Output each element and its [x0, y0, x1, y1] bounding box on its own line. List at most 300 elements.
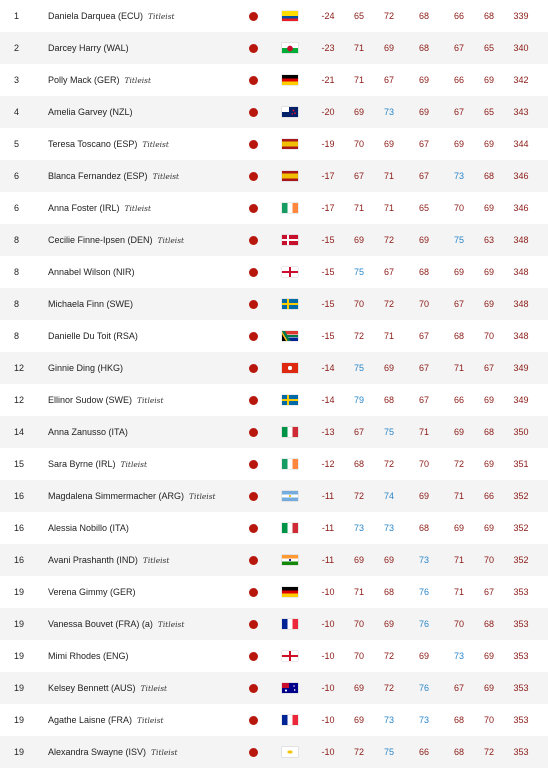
round-4-score: 67 — [453, 299, 464, 309]
player-name-text: Polly Mack (GER) — [48, 75, 120, 85]
round-4-score: 66 — [453, 395, 464, 405]
to-par: -10 — [321, 619, 335, 629]
status-dot-icon — [249, 32, 259, 64]
round-5-score: 70 — [483, 555, 494, 565]
round-5-score: 69 — [483, 203, 494, 213]
status-dot-icon — [249, 672, 259, 704]
position: 8 — [14, 331, 20, 341]
status-dot-icon — [249, 224, 259, 256]
round-1-score: 72 — [353, 747, 364, 757]
total-score: 348 — [513, 299, 529, 309]
position: 5 — [14, 139, 20, 149]
to-par: -13 — [321, 427, 335, 437]
round-3-score: 69 — [418, 75, 429, 85]
round-4-score: 71 — [453, 587, 464, 597]
round-2-score: 72 — [383, 299, 394, 309]
round-5-score: 65 — [483, 43, 494, 53]
player-name-text: Teresa Toscano (ESP) — [48, 139, 138, 149]
leaderboard-row[interactable] — [0, 64, 548, 96]
to-par: -11 — [321, 491, 335, 501]
ireland-flag-icon — [282, 192, 298, 224]
total-score: 353 — [513, 683, 529, 693]
round-3-score: 68 — [418, 11, 429, 21]
total-score: 352 — [513, 491, 529, 501]
player-name-text: Anna Zanusso (ITA) — [48, 427, 128, 437]
round-1-score: 71 — [353, 587, 364, 597]
round-3-score: 69 — [418, 491, 429, 501]
player-name-text: Ellinor Sudow (SWE) — [48, 395, 133, 405]
total-score: 349 — [513, 395, 529, 405]
status-dot-icon — [249, 736, 259, 768]
status-dot-icon — [249, 320, 259, 352]
round-5-score: 67 — [483, 587, 494, 597]
position: 6 — [14, 203, 20, 213]
round-5-score: 69 — [483, 523, 494, 533]
total-score: 353 — [513, 747, 529, 757]
round-4-score: 67 — [453, 107, 464, 117]
total-score: 343 — [513, 107, 529, 117]
round-3-score: 71 — [418, 427, 429, 437]
player-name[interactable] — [48, 160, 238, 192]
round-1-score: 67 — [353, 427, 364, 437]
player-name[interactable] — [48, 384, 238, 416]
to-par: -15 — [321, 299, 335, 309]
round-2-score: 72 — [383, 459, 394, 469]
total-score: 352 — [513, 523, 529, 533]
player-name[interactable] — [48, 224, 238, 256]
leaderboard-row[interactable] — [0, 192, 548, 224]
total-score: 351 — [513, 459, 529, 469]
round-2-score: 75 — [383, 747, 394, 757]
round-4-score: 71 — [453, 555, 464, 565]
round-4-score: 69 — [453, 427, 464, 437]
total-score: 340 — [513, 43, 529, 53]
position: 19 — [14, 587, 25, 597]
round-1-score: 75 — [353, 363, 364, 373]
round-3-score: 68 — [418, 43, 429, 53]
to-par: -21 — [321, 75, 335, 85]
round-5-score: 63 — [483, 235, 494, 245]
position: 15 — [14, 459, 25, 469]
round-1-score: 65 — [353, 11, 364, 21]
round-2-score: 69 — [383, 555, 394, 565]
round-5-score: 68 — [483, 171, 494, 181]
round-2-score: 73 — [383, 715, 394, 725]
to-par: -10 — [321, 651, 335, 661]
new-zealand-flag-icon — [282, 96, 298, 128]
leaderboard-row[interactable] — [0, 480, 548, 512]
round-1-score: 69 — [353, 683, 364, 693]
to-par: -11 — [321, 555, 335, 565]
player-name-text: Daniela Darquea (ECU) — [48, 11, 144, 21]
status-dot-icon — [249, 64, 259, 96]
round-3-score: 67 — [418, 331, 429, 341]
round-5-score: 68 — [483, 619, 494, 629]
round-2-score: 68 — [383, 395, 394, 405]
player-name[interactable] — [48, 320, 238, 352]
round-1-score: 75 — [353, 267, 364, 277]
status-dot-icon — [249, 544, 259, 576]
round-5-score: 69 — [483, 75, 494, 85]
titleist-logo: Titleist — [120, 460, 148, 469]
total-score: 348 — [513, 235, 529, 245]
position: 3 — [14, 75, 20, 85]
round-3-score: 70 — [418, 459, 429, 469]
round-5-score: 69 — [483, 683, 494, 693]
round-1-score: 69 — [353, 107, 364, 117]
round-4-score: 71 — [453, 491, 464, 501]
to-par: -14 — [321, 395, 335, 405]
round-2-score: 75 — [383, 427, 394, 437]
titleist-logo: Titleist — [142, 556, 170, 565]
round-5-score: 69 — [483, 459, 494, 469]
round-5-score: 70 — [483, 331, 494, 341]
position: 16 — [14, 491, 25, 501]
wales-flag-icon — [282, 32, 298, 64]
titleist-logo: Titleist — [157, 620, 185, 629]
india-flag-icon — [282, 544, 298, 576]
round-5-score: 68 — [483, 11, 494, 21]
round-1-score: 71 — [353, 203, 364, 213]
titleist-logo: Titleist — [189, 492, 216, 501]
leaderboard-row[interactable] — [0, 608, 548, 640]
to-par: -17 — [321, 171, 335, 181]
player-name[interactable] — [48, 0, 238, 32]
player-name[interactable] — [48, 736, 238, 768]
round-2-score: 68 — [383, 587, 394, 597]
player-name[interactable] — [48, 64, 238, 96]
round-2-score: 71 — [383, 331, 394, 341]
leaderboard-row[interactable] — [0, 448, 548, 480]
to-par: -17 — [321, 203, 335, 213]
round-4-score: 66 — [453, 75, 464, 85]
total-score: 339 — [513, 11, 529, 21]
to-par: -14 — [321, 363, 335, 373]
player-name[interactable] — [48, 672, 238, 704]
leaderboard-row[interactable] — [0, 416, 548, 448]
player-name[interactable] — [48, 96, 238, 128]
status-dot-icon — [249, 480, 259, 512]
titleist-logo: Titleist — [148, 12, 175, 21]
round-1-score: 67 — [353, 171, 364, 181]
italy-flag-icon — [282, 416, 298, 448]
round-4-score: 70 — [453, 619, 464, 629]
player-name-text: Amelia Garvey (NZL) — [48, 107, 133, 117]
player-name-text: Verena Gimmy (GER) — [48, 587, 136, 597]
round-4-score: 68 — [453, 747, 464, 757]
round-2-score: 72 — [383, 651, 394, 661]
position: 16 — [14, 523, 25, 533]
leaderboard-row[interactable] — [0, 736, 548, 768]
to-par: -20 — [321, 107, 335, 117]
titleist-logo: Titleist — [124, 204, 152, 213]
round-4-score: 69 — [453, 139, 464, 149]
player-name[interactable] — [48, 544, 238, 576]
player-name[interactable] — [48, 192, 238, 224]
player-name[interactable] — [48, 480, 238, 512]
round-3-score: 76 — [418, 683, 429, 693]
player-name-text: Magdalena Simmermacher (ARG) — [48, 491, 185, 501]
player-name[interactable] — [48, 416, 238, 448]
titleist-logo: Titleist — [142, 140, 169, 149]
round-1-score: 79 — [353, 395, 364, 405]
leaderboard-row[interactable] — [0, 576, 548, 608]
round-2-score: 73 — [383, 523, 394, 533]
to-par: -10 — [321, 747, 335, 757]
round-4-score: 68 — [453, 715, 464, 725]
status-dot-icon — [249, 352, 259, 384]
total-score: 353 — [513, 651, 529, 661]
round-2-score: 71 — [383, 203, 394, 213]
position: 8 — [14, 235, 20, 245]
leaderboard-row[interactable] — [0, 96, 548, 128]
leaderboard-row[interactable] — [0, 224, 548, 256]
leaderboard-row[interactable] — [0, 384, 548, 416]
leaderboard-row[interactable] — [0, 352, 548, 384]
to-par: -10 — [321, 715, 335, 725]
northern-ireland-flag-icon — [282, 256, 298, 288]
us-virgin-islands-flag-icon — [282, 736, 298, 768]
position: 19 — [14, 747, 25, 757]
total-score: 342 — [513, 75, 529, 85]
leaderboard-row[interactable] — [0, 0, 548, 32]
titleist-logo: Titleist — [140, 684, 168, 693]
to-par: -15 — [321, 331, 335, 341]
round-5-score: 67 — [483, 363, 494, 373]
position: 4 — [14, 107, 20, 117]
round-4-score: 73 — [453, 171, 464, 181]
round-4-score: 75 — [453, 235, 464, 245]
position: 19 — [14, 619, 25, 629]
italy-flag-icon — [282, 512, 298, 544]
status-dot-icon — [249, 416, 259, 448]
status-dot-icon — [249, 192, 259, 224]
position: 2 — [14, 43, 20, 53]
leaderboard-row[interactable] — [0, 32, 548, 64]
round-4-score: 68 — [453, 331, 464, 341]
round-1-score: 70 — [353, 299, 364, 309]
status-dot-icon — [249, 448, 259, 480]
round-3-score: 69 — [418, 107, 429, 117]
position: 19 — [14, 651, 25, 661]
player-name-text: Alessia Nobillo (ITA) — [48, 523, 129, 533]
player-name[interactable] — [48, 704, 238, 736]
total-score: 344 — [513, 139, 529, 149]
round-2-score: 71 — [383, 171, 394, 181]
ecuador-flag-icon — [282, 0, 298, 32]
position: 12 — [14, 395, 25, 405]
status-dot-icon — [249, 96, 259, 128]
round-2-score: 74 — [383, 491, 394, 501]
france-flag-icon — [282, 608, 298, 640]
round-2-score: 72 — [383, 683, 394, 693]
round-1-score: 70 — [353, 651, 364, 661]
round-5-score: 69 — [483, 299, 494, 309]
round-2-score: 67 — [383, 75, 394, 85]
round-3-score: 76 — [418, 587, 429, 597]
to-par: -15 — [321, 267, 335, 277]
round-1-score: 71 — [353, 43, 364, 53]
round-2-score: 69 — [383, 43, 394, 53]
round-4-score: 71 — [453, 363, 464, 373]
status-dot-icon — [249, 608, 259, 640]
hong-kong-flag-icon — [282, 352, 298, 384]
player-name-text: Blanca Fernandez (ESP) — [48, 171, 148, 181]
leaderboard-row[interactable] — [0, 640, 548, 672]
round-3-score: 76 — [418, 619, 429, 629]
status-dot-icon — [249, 160, 259, 192]
to-par: -15 — [321, 235, 335, 245]
to-par: -23 — [321, 43, 335, 53]
position: 19 — [14, 715, 25, 725]
germany-flag-icon — [282, 576, 298, 608]
position: 8 — [14, 267, 20, 277]
player-name-text: Danielle Du Toit (RSA) — [48, 331, 138, 341]
player-name-text: Ginnie Ding (HKG) — [48, 363, 124, 373]
status-dot-icon — [249, 384, 259, 416]
leaderboard-row[interactable] — [0, 704, 548, 736]
round-1-score: 73 — [353, 523, 364, 533]
germany-flag-icon — [282, 64, 298, 96]
round-1-score: 69 — [353, 235, 364, 245]
round-3-score: 68 — [418, 523, 429, 533]
round-3-score: 67 — [418, 395, 429, 405]
player-name-text: Kelsey Bennett (AUS) — [48, 683, 136, 693]
round-4-score: 67 — [453, 683, 464, 693]
round-3-score: 73 — [418, 555, 429, 565]
argentina-flag-icon — [282, 480, 298, 512]
round-4-score: 67 — [453, 43, 464, 53]
player-name-text: Avani Prashanth (IND) — [48, 555, 138, 565]
to-par: -19 — [321, 139, 335, 149]
round-4-score: 72 — [453, 459, 464, 469]
round-4-score: 73 — [453, 651, 464, 661]
status-dot-icon — [249, 512, 259, 544]
player-name-text: Alexandra Swayne (ISV) — [48, 747, 147, 757]
round-1-score: 71 — [353, 75, 364, 85]
total-score: 352 — [513, 555, 529, 565]
round-3-score: 66 — [418, 747, 429, 757]
round-1-score: 70 — [353, 139, 364, 149]
spain-flag-icon — [282, 128, 298, 160]
round-5-score: 69 — [483, 651, 494, 661]
australia-flag-icon — [282, 672, 298, 704]
leaderboard-row[interactable] — [0, 544, 548, 576]
titleist-logo: Titleist — [137, 716, 164, 725]
to-par: -24 — [321, 11, 335, 21]
position: 12 — [14, 363, 25, 373]
to-par: -11 — [321, 523, 335, 533]
player-name-text: Vanessa Bouvet (FRA) (a) — [48, 619, 153, 629]
player-name[interactable] — [48, 32, 238, 64]
round-3-score: 68 — [418, 267, 429, 277]
to-par: -10 — [321, 587, 335, 597]
total-score: 350 — [513, 427, 529, 437]
titleist-logo: Titleist — [151, 748, 178, 757]
round-2-score: 69 — [383, 619, 394, 629]
round-5-score: 72 — [483, 747, 494, 757]
round-1-score: 69 — [353, 715, 364, 725]
leaderboard-row[interactable] — [0, 672, 548, 704]
player-name-text: Annabel Wilson (NIR) — [48, 267, 135, 277]
round-3-score: 70 — [418, 299, 429, 309]
round-3-score: 73 — [418, 715, 429, 725]
total-score: 353 — [513, 587, 529, 597]
player-name-text: Sara Byrne (IRL) — [48, 459, 116, 469]
round-5-score: 69 — [483, 139, 494, 149]
round-3-score: 65 — [418, 203, 429, 213]
round-5-score: 69 — [483, 267, 494, 277]
round-1-score: 70 — [353, 619, 364, 629]
round-4-score: 69 — [453, 267, 464, 277]
position: 1 — [14, 11, 20, 21]
leaderboard-row[interactable] — [0, 320, 548, 352]
status-dot-icon — [249, 640, 259, 672]
round-1-score: 72 — [353, 491, 364, 501]
position: 19 — [14, 683, 25, 693]
player-name[interactable] — [48, 512, 238, 544]
titleist-logo: Titleist — [137, 396, 164, 405]
round-1-score: 72 — [353, 331, 364, 341]
leaderboard-row[interactable] — [0, 512, 548, 544]
status-dot-icon — [249, 576, 259, 608]
round-3-score: 69 — [418, 651, 429, 661]
round-4-score: 69 — [453, 523, 464, 533]
player-name[interactable] — [48, 256, 238, 288]
round-5-score: 69 — [483, 395, 494, 405]
total-score: 349 — [513, 363, 529, 373]
round-4-score: 70 — [453, 203, 464, 213]
round-3-score: 67 — [418, 139, 429, 149]
titleist-logo: Titleist — [157, 236, 185, 245]
player-name[interactable] — [48, 576, 238, 608]
total-score: 346 — [513, 203, 529, 213]
ireland-flag-icon — [282, 448, 298, 480]
leaderboard-row[interactable] — [0, 256, 548, 288]
player-name[interactable] — [48, 352, 238, 384]
player-name[interactable] — [48, 448, 238, 480]
leaderboard-row[interactable] — [0, 288, 548, 320]
round-4-score: 66 — [453, 11, 464, 21]
round-2-score: 67 — [383, 267, 394, 277]
player-name[interactable] — [48, 128, 238, 160]
round-2-score: 69 — [383, 139, 394, 149]
status-dot-icon — [249, 288, 259, 320]
france-flag-icon — [282, 704, 298, 736]
status-dot-icon — [249, 128, 259, 160]
player-name[interactable] — [48, 640, 238, 672]
player-name-text: Michaela Finn (SWE) — [48, 299, 134, 309]
spain-flag-icon — [282, 160, 298, 192]
titleist-logo: Titleist — [152, 172, 180, 181]
status-dot-icon — [249, 256, 259, 288]
to-par: -12 — [321, 459, 335, 469]
round-2-score: 69 — [383, 363, 394, 373]
leaderboard-row[interactable] — [0, 128, 548, 160]
south-africa-flag-icon — [282, 320, 298, 352]
round-1-score: 69 — [353, 555, 364, 565]
player-name[interactable] — [48, 608, 238, 640]
player-name[interactable] — [48, 288, 238, 320]
round-3-score: 67 — [418, 171, 429, 181]
leaderboard-row[interactable] — [0, 160, 548, 192]
status-dot-icon — [249, 704, 259, 736]
round-5-score: 70 — [483, 715, 494, 725]
england-flag-icon — [282, 640, 298, 672]
round-3-score: 69 — [418, 235, 429, 245]
status-dot-icon — [249, 0, 259, 32]
position: 6 — [14, 171, 20, 181]
